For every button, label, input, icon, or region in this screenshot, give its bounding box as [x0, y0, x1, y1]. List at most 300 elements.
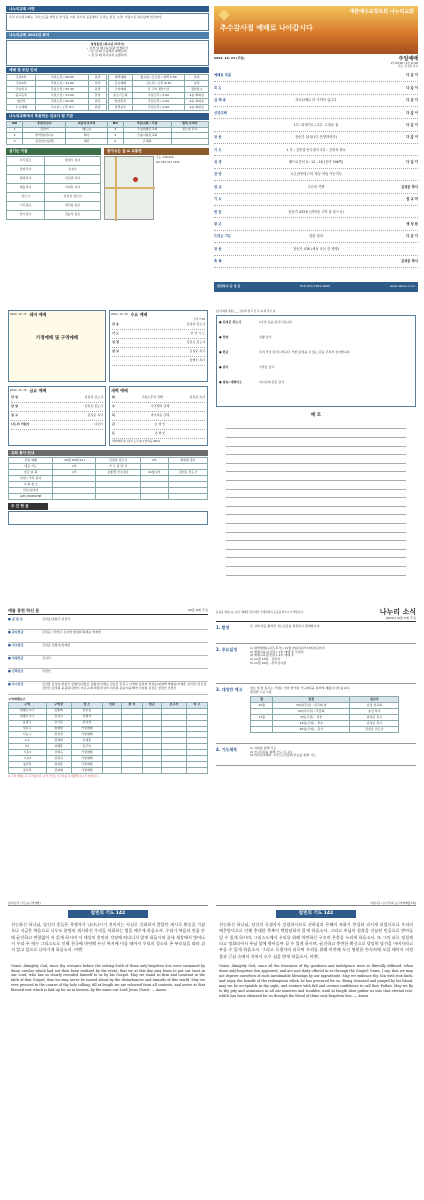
- table-cell: 김성준 목사: [350, 721, 399, 727]
- mission-heading: 나누리교회 사명: [6, 6, 209, 12]
- directions-area: [104, 156, 209, 220]
- memo-title: 메 모: [310, 413, 322, 419]
- fri-title: 금요 예배: [29, 388, 47, 393]
- table-cell: 중고등부: [7, 93, 36, 99]
- goal-item: • 들 일 때 주님에서 화해하며: [88, 49, 127, 54]
- service-cell: 김정하 전도사: [84, 395, 103, 400]
- order-row: [214, 132, 418, 144]
- p1-right-panel: [214, 6, 418, 292]
- table-cell: 2구: [9, 738, 47, 744]
- news-section-text: 1) 새벽예배(고린도후서): 11월 3일(목)부터 8일(토)까지 2) 세례교육(김성준): 2부 예배 후 목양실 3) 세례교육(김선유): 2부 예배 후 4) 11월 13일 - 성찬식 5) 11월 20일 - 추수감사절: [250, 645, 325, 665]
- table-header-cell: 일정: [273, 697, 350, 703]
- offering-type: ■ 건축헌금: [8, 669, 24, 673]
- cover-banner: [214, 6, 418, 54]
- table-cell: [96, 494, 140, 500]
- service-cell: 김성준 목사: [189, 349, 205, 354]
- thanks-label: ● 봉사: [219, 365, 229, 370]
- thanks-item: [219, 381, 413, 393]
- wed-time: 오후 7:30: [193, 318, 205, 321]
- table-cell: 10월: [251, 703, 273, 709]
- table-header-cell: 파송선교지역: [66, 121, 107, 127]
- table-cell: 본당: [89, 81, 107, 87]
- table-cell: 금요일 / 오후 8:30: [132, 81, 185, 87]
- table-cell: 11월 2부: [140, 470, 168, 476]
- news-date: (2022년 10월 23일 주간): [216, 617, 416, 622]
- table-cell: 김민웅: [71, 708, 102, 714]
- service-table-heading: 교회 봉사 안내: [8, 450, 208, 456]
- offering-names: 김성준 / 전영주 김성영 현정희 황제순 박재연: [42, 630, 101, 634]
- table-cell: 3: [7, 139, 23, 145]
- table-cell: [121, 768, 142, 774]
- footer-website[interactable]: www.nanuri.or.kr: [389, 284, 415, 289]
- table-cell: 주일오후 / 1:00: [132, 99, 185, 105]
- memo-line: [226, 533, 406, 542]
- table-cell: 정노대 목사: [171, 127, 209, 133]
- thanks-label: ● 헌금: [219, 350, 229, 355]
- memo-line: [226, 421, 406, 430]
- order-content: 1부: 회개기도 / 2부: 고희준 집: [293, 122, 339, 127]
- news-section-label: 3. 대성반 예고: [216, 686, 243, 692]
- service-row: [112, 421, 205, 430]
- offering-names: 김성준/조환주 김성서: [42, 617, 71, 621]
- cover-footer: [214, 282, 418, 292]
- table-cell: 담임목사: [7, 165, 45, 174]
- table-cell: 식사/설거지: [9, 488, 53, 494]
- service-cell: 찬 송: [112, 322, 119, 327]
- worship-tables: [6, 74, 209, 111]
- staff-row: [7, 165, 101, 174]
- order-row: [214, 144, 418, 156]
- goal-item: 영성훈련 (하나님 바라기): [90, 41, 125, 46]
- table-cell: 섬김구: [9, 726, 47, 732]
- service-row: [11, 412, 103, 421]
- table-cell: 주일학교: [7, 87, 36, 93]
- table-cell: 정성연: [46, 732, 71, 738]
- table-cell: 각 구역 정한시간: [132, 87, 185, 93]
- table-cell: 주일오전 / 11:00: [36, 81, 89, 87]
- table-cell: JAM_WORSHIP: [9, 494, 53, 500]
- offering-type: ■ 차량헌금: [8, 656, 24, 660]
- table-cell: 김안이: [23, 127, 66, 133]
- memo-line: [226, 550, 406, 559]
- news-section-text: 1) 교회를 위해 기도 2) 선교사님을 위해 기도 (두 분) 3) 미자립교회와 그리스도인들의 안보를 위해 기도: [250, 745, 316, 758]
- p3-left-panel: [8, 608, 208, 884]
- p4-right-header: 여름다운 나누리교회 | [구역예배출교회]: [216, 902, 416, 906]
- thanks-text: 가족들 감사: [259, 365, 275, 370]
- table-cell: 2층 회의실: [185, 93, 209, 99]
- order-row: [214, 70, 418, 82]
- thanks-item: [219, 336, 413, 348]
- footer-pastor: 담임목사 김 성 준: [217, 284, 241, 289]
- p2-left-panel: [8, 310, 208, 588]
- goal-item: • 초석 일 때 하나님과 함께하기: [86, 45, 129, 50]
- table-cell: 1부: [53, 470, 96, 476]
- wed-date: 2022. 10. 26: [111, 312, 128, 316]
- goal-item: • 섬 일 때 하나님과 동행하며: [88, 53, 127, 58]
- table-cell: 2층 회의실: [185, 105, 209, 111]
- address-text: 주소: 316-020: [156, 155, 174, 159]
- table-header-cell: 후원선교사: [23, 121, 66, 127]
- p4-left-panel: [8, 902, 208, 1192]
- news-section-label: 2. 주요일정: [216, 646, 238, 652]
- service-row: [11, 403, 103, 412]
- order-row: [214, 107, 418, 119]
- table-cell: 금요예배: [109, 81, 133, 87]
- dawn-note: 새벽예배 하나님의 도우심(요한복음 46:5): [112, 440, 160, 443]
- memo-line: [226, 541, 406, 550]
- goal-heading: 나누리교회 2022년 표어: [6, 32, 209, 38]
- offering-type: ■ 감사헌금: [8, 630, 24, 634]
- table-cell: [186, 768, 207, 774]
- table-cell: 본당: [185, 75, 209, 81]
- table-cell: 가정예배: [71, 762, 102, 768]
- table-cell: 위성준 목사: [350, 715, 399, 721]
- order-row: [214, 243, 418, 255]
- table-cell: 김종희: [46, 708, 71, 714]
- order-label: 예배로 부름: [214, 73, 232, 78]
- service-cell: 기 도: [112, 331, 119, 336]
- service-title: 주일예배: [398, 56, 418, 62]
- table-cell: [102, 768, 121, 774]
- table-cell: 김정하 전도사: [96, 458, 140, 464]
- table-cell: 김성숙: [46, 714, 71, 720]
- table-cell: 가정예배: [71, 768, 102, 774]
- table-cell: 수요일 / 오후 8시: [36, 105, 89, 111]
- service-cell: 설 교: [11, 413, 18, 418]
- service-leader: 인도: 김성준 목사: [397, 65, 418, 69]
- order-leader: 김성준 목사: [400, 259, 418, 264]
- prayer-english-right: Grant, Almighty God, since all the treasures of thy goodness and indulgence were so liberally diffused, when thine only-begotten Son appeared, and are now daily offered to us through the Gospel: Grant, I say, that we may not deprive ourselves of such inestimable blessings by our ingratitude. May we embrace thy Son with true faith, and enjoy the benefit of the redemption which he has procured for us. Being cleansed and purged by his blood, may we be acceptable in thy sight, and venture with full and certain confidence to call thee Father. May we fly to thy pity and assistance in all our miseries and troubles, until at length thou gather us into that eternal rest, which has been obtained for us through the blood of thine only-begotten Son. — Amen.: [219, 963, 413, 998]
- table-cell: 정영훈: [46, 762, 71, 768]
- offering-heading: 주 간 헌 금: [8, 503, 48, 509]
- duty-row: [9, 494, 208, 500]
- offering-row: [8, 630, 208, 643]
- ministry-table: [6, 121, 209, 146]
- news-section: [216, 622, 416, 644]
- table-cell: 김성수: [45, 165, 101, 174]
- footer-mobile: M.P. 010-7042-2065: [300, 284, 331, 289]
- table-header-cell: 구역: [9, 702, 47, 708]
- order-row: [214, 231, 418, 243]
- table-cell: 장년부: [9, 768, 47, 774]
- table-cell: 월요일~금요일 / 새벽 5:30: [132, 75, 185, 81]
- memo-line: [226, 429, 406, 438]
- order-leader: 김성준 목사: [400, 184, 418, 189]
- table-cell: 김선유 전도사: [350, 727, 399, 733]
- table-cell: 30일(주일) - 부흥회: [273, 709, 350, 715]
- fri-header: [9, 387, 105, 394]
- thanks-item: [219, 366, 413, 378]
- thanks-label: ● 찬양: [219, 335, 229, 340]
- order-label: 신앙고백: [214, 110, 227, 115]
- staff-row: [7, 156, 101, 165]
- memo-line: [226, 567, 406, 576]
- order-row: [214, 181, 418, 193]
- worship-heading: 예배 및 모임 안내: [6, 67, 209, 73]
- table-header-cell: 인원: [102, 702, 121, 708]
- memo-line: [226, 498, 406, 507]
- order-label: 축 복: [214, 259, 222, 264]
- table-cell: 김진연 목사: [45, 174, 101, 183]
- table-cell: 김형석: [71, 714, 102, 720]
- thanks-item: [219, 321, 413, 333]
- map-pin-icon: [133, 177, 138, 182]
- table-cell: 시무장로: [7, 201, 45, 210]
- order-label: 드리는 기도: [214, 234, 232, 239]
- table-header-cell: 보고자: [161, 702, 186, 708]
- worship-row: [7, 105, 107, 111]
- table-cell: 안수집사: [7, 210, 45, 219]
- table-cell: 구역예배: [109, 87, 133, 93]
- order-row: [214, 256, 418, 268]
- dawn-rows: [110, 394, 207, 439]
- report-row: [9, 768, 208, 774]
- offering-list-header: [8, 608, 208, 615]
- thanks-label: ● 양육/ 예배기도: [219, 380, 243, 385]
- order-leader: 다 같 이: [406, 98, 418, 103]
- offering-row: [8, 682, 208, 695]
- staff-row: [7, 174, 101, 183]
- memo-line: [226, 490, 406, 499]
- report-note: ※ 구역 예배는 꼭 드리셨으며, 구역 모임은 보고서를 꼭 제출해 주시기 바랍니다.: [8, 775, 99, 778]
- table-cell: 나눔구: [9, 732, 47, 738]
- theme-title: 테마 예배: [29, 312, 47, 317]
- service-cell: 마가복음 강해: [150, 413, 170, 418]
- wed-rows: [110, 321, 207, 366]
- bulletin-page-2: [4, 300, 420, 590]
- news-header: [216, 608, 416, 617]
- news-section-body: [250, 647, 416, 666]
- order-label: 찬 송: [214, 135, 222, 140]
- staff-heading-row: [6, 148, 209, 154]
- table-cell: 1: [7, 127, 23, 133]
- table-cell: 방석영/권이숙: [23, 133, 66, 139]
- theme-content: 가정예배 및 구역예배: [35, 336, 79, 341]
- table-header-cell: NO: [7, 121, 23, 127]
- table-cell: 20일(주일) - 감사: [273, 727, 350, 733]
- table-cell: 김정숙: [46, 756, 71, 762]
- offering-names: 김성준 김형석/김제청: [42, 643, 71, 647]
- wed-header: [110, 311, 207, 318]
- order-label: 성 경: [214, 160, 222, 165]
- news-section-body: [250, 747, 416, 758]
- news-section-text: 본 교회 처음 출석한 성도님들을 축복하고 환영합니다.: [250, 623, 321, 628]
- worship-table-left: [6, 74, 107, 111]
- thanks-text: 1주일 동을 감사드립니다.: [259, 320, 293, 325]
- order-content: 찬송가 21장 (다 찬양하여라): [295, 135, 337, 140]
- table-cell: 본당: [89, 75, 107, 81]
- memo-line: [226, 472, 406, 481]
- service-cell: 김선유 전도사: [84, 404, 103, 409]
- order-label: 찬 송: [214, 246, 222, 251]
- prayer-english-left: Grant, Almighty God, since thy servants before the setting forth of thine only-begotten Son were sustained by those oracles which had not then been realized by the event, that we at this day may learn to put our trust in our Lord, who has so clearly revealed himself to us by his Gospel. May we stand so firm and constant in the faith of that Gospel, that we may never be tossed about by the disturbances and tumults of this world. May we ever proceed in the course of thy holy calling, till at length we are released from all contests, and arrive at that blessed rest which is laid up for us in heaven, by the same our Lord Jesus Christ. — Amen.: [11, 963, 205, 993]
- table-cell: 본당: [89, 93, 107, 99]
- service-row: [112, 357, 205, 366]
- table-cell: 1부: [53, 464, 96, 470]
- offering-type: ■ 선교헌금: [8, 643, 24, 647]
- prayer-title-left: 칼빈의 기도 142: [68, 910, 148, 918]
- order-row: [214, 206, 418, 218]
- table-cell: 대만: [66, 139, 107, 145]
- table-cell: 헌금 위 원: [9, 470, 53, 476]
- table-cell: 청년부: [7, 99, 36, 105]
- memo-line: [226, 455, 406, 464]
- table-cell: 김기준: [46, 720, 71, 726]
- memo-line: [226, 524, 406, 533]
- table-cell: 23일(주일) - 선교의 날: [273, 703, 350, 709]
- table-cell: 교 회 청 소: [9, 482, 53, 488]
- table-cell: 중보기도회: [109, 93, 133, 99]
- order-leader: 다 같 이: [406, 234, 418, 239]
- table-cell: 주일오전 / 09:30: [36, 87, 89, 93]
- staff-area: [6, 156, 209, 220]
- service-cell: 찬 양: [11, 404, 18, 409]
- table-cell: 주일2부: [7, 81, 36, 87]
- staff-table: [6, 156, 101, 220]
- table-cell: 지해훈: [46, 744, 71, 750]
- service-cell: 김선유 전도사: [186, 340, 205, 345]
- service-cell: 한 감 기 도: [190, 331, 205, 336]
- table-header-cell: 협력 교역자: [171, 121, 209, 127]
- thanks-text: 성향 감사: [259, 335, 272, 340]
- table-cell: 6: [107, 139, 123, 145]
- theme-worship-box: [8, 310, 106, 382]
- order-leader: 설 교 자: [406, 197, 418, 202]
- table-cell: 협동목사: [7, 183, 45, 192]
- leaf-icon: [218, 9, 229, 20]
- table-cell: 모퉁이돌선교회: [123, 133, 171, 139]
- service-cell: 설 교: [112, 349, 119, 354]
- ministry-row: [7, 139, 209, 145]
- news-section: [216, 684, 416, 744]
- fri-worship-box: [8, 386, 106, 446]
- bulletin-page-4: [4, 900, 420, 1196]
- mission-text: 우리 나누리교회는 그리스도를 머리로 한 믿음 이룬 유기적 공동체다. 우리는 섬김, 소망, 사랑으로 하나님께 헌신한다.: [6, 13, 209, 31]
- order-of-service: [214, 70, 418, 268]
- offering-names: 김성춘 김성호/전창국 김형석/김종호 김형석/김혜순 김동선 김성구 이경희 김상위 박정순/최영해 박제윤/사재훈 김미정 /강신섭 김상민 김정희 윤웅원/김현식 이은구/최성환/정성미 이지원 윤승이/윤해연 이성휘 김성은 전정인 조영호: [42, 682, 207, 690]
- table-cell: [171, 139, 209, 145]
- order-leader: 다 같 이: [406, 73, 418, 78]
- offering-list: [8, 617, 208, 695]
- news-section-label: 4. 기도제목: [216, 746, 238, 752]
- table-cell: 은혜회: [123, 139, 171, 145]
- order-label: 설 교: [214, 184, 222, 189]
- table-cell: 김종열 안수집사: [96, 470, 140, 476]
- p4-left-header: [설교요약 / 기도] [구역예배]: [8, 902, 208, 906]
- table-cell: 본당: [185, 81, 209, 87]
- news-section-text: 청보 생 참 봉사는 가정은 미리 참가된 기도제목을 분자에 제출하시면 됩니다. 대성반 프로그램: [250, 685, 351, 694]
- service-row: [112, 394, 205, 403]
- order-label: 기 도: [214, 197, 222, 202]
- service-cell: 성 경: [112, 340, 119, 345]
- directions-text: [156, 156, 209, 220]
- table-cell: 방재현: [46, 726, 71, 732]
- order-content: 찬송가 433장 (귀하신 주여 날 붙드사): [288, 209, 344, 214]
- table-cell: 가정예배: [71, 732, 102, 738]
- table-cell: 동방구: [9, 720, 47, 726]
- memo-line: [226, 481, 406, 490]
- table-cell: 수요예배: [7, 105, 36, 111]
- service-row: [112, 412, 205, 421]
- fri-rows: [9, 394, 105, 430]
- table-cell: 시온2: [9, 756, 47, 762]
- table-cell: 청년부: [9, 762, 47, 768]
- schedule-row: [251, 727, 399, 733]
- table-cell: 13일(주일) - 추수: [273, 721, 350, 727]
- staff-row: [7, 201, 101, 210]
- table-cell: 가 드 담 당 자: [96, 464, 140, 470]
- wed-title: 수요 예배: [130, 312, 148, 317]
- table-cell: 주일오전 / 11:00: [36, 93, 89, 99]
- order-leader: 다 같 이: [406, 122, 418, 127]
- table-cell: 주일오후 / 1:00: [132, 93, 185, 99]
- news-sections: [216, 622, 416, 766]
- order-leader: 생 성 원: [406, 222, 418, 227]
- service-row: [112, 403, 205, 412]
- order-leader: 다 같 이: [406, 85, 418, 90]
- table-cell: 김성정: [71, 720, 102, 726]
- offering-type: ■ 십 일 조: [8, 617, 23, 621]
- service-cell: 화: [112, 395, 115, 400]
- staff-heading: 섬기는 이들: [6, 148, 101, 154]
- order-content: 고난과 기쁨: [307, 184, 325, 189]
- service-cell: 고린도후서 강해: [141, 395, 163, 400]
- mid-services: [8, 386, 208, 446]
- table-cell: 김양화: [46, 768, 71, 774]
- table-cell: 시온1: [9, 750, 47, 756]
- service-cell: 조 영 인: [154, 422, 166, 427]
- order-content: 하나님께로 더 가까이 갑니다: [295, 98, 337, 103]
- goal-list: [6, 40, 209, 66]
- table-cell: 본당: [89, 87, 107, 93]
- table-cell: 주일 예배: [9, 458, 53, 464]
- table-header-cell: 후원교회 / 기관: [123, 121, 171, 127]
- table-cell: 김재훈: [71, 738, 102, 744]
- thanks-heading: [감사예배 내용] ___ 감사의 좋고 진 주 최 최 적이 설: [216, 310, 276, 313]
- table-cell: 4: [107, 127, 123, 133]
- offering-row: [8, 643, 208, 656]
- service-time: 1부 09:00 / 2부 11:00: [390, 62, 418, 66]
- memo-line: [226, 464, 406, 473]
- service-duty-table: [8, 457, 208, 500]
- table-cell: 가정예배: [71, 756, 102, 762]
- order-content: 1 부 : 김종열 안수집사 2부 : 김형석 장로: [286, 147, 346, 152]
- thanks-text: 하나님의 감동 감사: [259, 380, 285, 385]
- worship-row: [109, 105, 209, 111]
- service-cell: 사무엘하 강해: [150, 404, 170, 409]
- service-cell: 김성준 목사: [189, 395, 205, 400]
- table-cell: 주일1부: [7, 75, 36, 81]
- table-header-cell: NO: [107, 121, 123, 127]
- worship-table-right: [108, 74, 209, 111]
- order-label: 기 도: [214, 147, 222, 152]
- service-date: 2022. 10. 23 (주일): [214, 56, 245, 61]
- memo-lines: [216, 421, 416, 576]
- table-header-cell: 참 석: [121, 702, 142, 708]
- table-header-cell: 설교자: [350, 697, 399, 703]
- table-cell: 사무장로: [7, 156, 45, 165]
- staff-row: [7, 192, 101, 201]
- report-title: 구역예배보고: [8, 697, 26, 701]
- order-label: 입 례 송: [214, 98, 226, 103]
- table-cell: [140, 494, 168, 500]
- order-label: 찬 양: [214, 172, 222, 177]
- theme-date: 2022. 10. 23: [10, 312, 27, 316]
- church-name: 대한예수교장로회 나누리교회: [349, 9, 414, 15]
- table-cell: 이지훈 목사: [45, 183, 101, 192]
- service-cell: 김정하 전도사: [186, 322, 205, 327]
- table-cell: [168, 494, 207, 500]
